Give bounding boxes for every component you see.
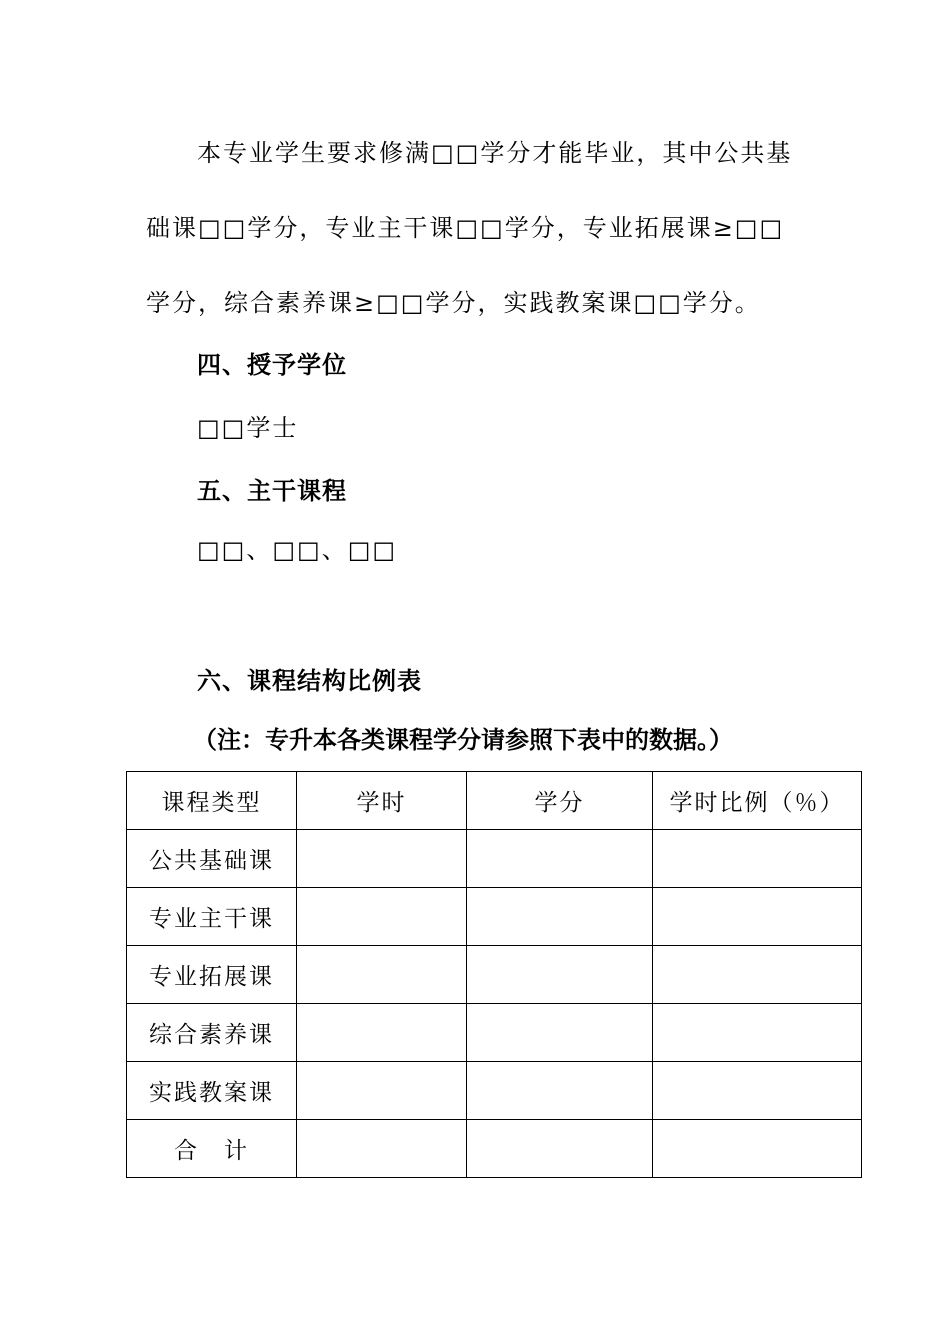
cell-ratio[interactable]: [653, 1004, 862, 1062]
cell-hours[interactable]: [297, 946, 467, 1004]
table-row: [127, 1004, 862, 1062]
section-heading-main-courses: 五、主干课程: [197, 477, 347, 505]
table-row: [127, 946, 862, 1004]
cell-ratio[interactable]: [653, 830, 862, 888]
paragraph-line-1: 本专业学生要求修满□□学分才能毕业，其中公共基: [197, 139, 793, 167]
cell-hours[interactable]: [297, 1062, 467, 1120]
table-row: [127, 830, 862, 888]
header-hours-ratio: 学时比例（％）: [653, 772, 862, 830]
cell-credits[interactable]: [467, 1120, 653, 1178]
row-label: 专业拓展课: [127, 946, 297, 1004]
cell-ratio[interactable]: [653, 1062, 862, 1120]
table-note: （注：专升本各类课程学分请参照下表中的数据。）: [193, 726, 733, 754]
header-credits: 学分: [467, 772, 653, 830]
cell-credits[interactable]: [467, 946, 653, 1004]
section-heading-course-structure: 六、课程结构比例表: [197, 667, 422, 695]
header-hours: 学时: [297, 772, 467, 830]
cell-ratio[interactable]: [653, 946, 862, 1004]
course-structure-table: [126, 771, 862, 1178]
cell-credits[interactable]: [467, 1062, 653, 1120]
degree-text: □□学士: [197, 414, 299, 442]
table-row: [127, 888, 862, 946]
row-label: 综合素养课: [127, 1004, 297, 1062]
row-label: 实践教案课: [127, 1062, 297, 1120]
cell-hours[interactable]: [297, 888, 467, 946]
header-course-type: 课程类型: [127, 772, 297, 830]
cell-ratio[interactable]: [653, 888, 862, 946]
cell-hours[interactable]: [297, 830, 467, 888]
paragraph-line-3: 学分，综合素养课≥□□学分，实践教案课□□学分。: [146, 289, 761, 317]
cell-hours[interactable]: [297, 1120, 467, 1178]
table-header-row: [127, 772, 862, 830]
cell-credits[interactable]: [467, 888, 653, 946]
cell-ratio[interactable]: [653, 1120, 862, 1178]
cell-credits[interactable]: [467, 1004, 653, 1062]
row-label: 公共基础课: [127, 830, 297, 888]
section-heading-degree: 四、授予学位: [197, 351, 347, 379]
table-row: [127, 1062, 862, 1120]
paragraph-line-2: 础课□□学分，专业主干课□□学分，专业拓展课≥□□: [146, 214, 785, 242]
row-label-total: 合 计: [127, 1120, 297, 1178]
row-label: 专业主干课: [127, 888, 297, 946]
table-row-total: [127, 1120, 862, 1178]
main-courses-text: □□、□□、□□: [197, 536, 398, 564]
cell-hours[interactable]: [297, 1004, 467, 1062]
cell-credits[interactable]: [467, 830, 653, 888]
